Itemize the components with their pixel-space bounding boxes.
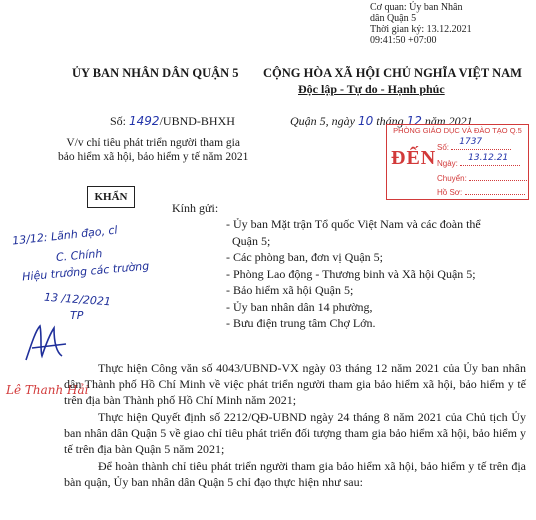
received-stamp bbox=[386, 124, 529, 200]
recipient-item: - Bảo hiểm xã hội Quận 5; bbox=[226, 283, 354, 297]
document-number bbox=[110, 114, 235, 129]
stamp-hoso-label: Hồ Sơ: bbox=[437, 188, 463, 197]
stamp-so-label: Số: bbox=[437, 143, 450, 152]
signature-time: Thời gian ký: 13.12.2021 bbox=[370, 24, 472, 35]
national-motto: Độc lập - Tự do - Hạnh phúc bbox=[298, 82, 445, 96]
body-paragraph: Thực hiện Công văn số 4043/UBND-VX ngày 03 tháng 12 năm 2021 của Ủy ban nhân dân Thành phố Hồ Chí Minh về việc phát triển người tham gia bảo hiểm xã hội, bảo hiểm y tế trên địa bàn Thành phố Hồ Chí Minh năm 2021; bbox=[64, 361, 526, 407]
note-line-5: TP bbox=[70, 309, 84, 322]
recipient-item: - Phòng Lao động - Thương binh và Xã hội Quận 5; bbox=[226, 266, 476, 281]
doc-number-prefix: Số: bbox=[110, 114, 127, 128]
recipient-item: Quận 5; bbox=[232, 233, 271, 248]
note-line-1: 13/12: Lãnh đạo, cl bbox=[11, 223, 119, 248]
kinh-gui-label: Kính gửi: bbox=[172, 201, 219, 215]
document-body bbox=[64, 360, 526, 491]
stamp-den: ĐẾN bbox=[391, 147, 437, 169]
stamp-header: PHÒNG GIÁO DỤC VÀ ĐÀO TẠO Q.5 bbox=[393, 126, 522, 135]
subject-line-1: V/v chỉ tiêu phát triển người tham gia bbox=[66, 137, 240, 149]
note-line-2: C. Chính bbox=[55, 247, 103, 264]
date-day: 10 bbox=[358, 114, 374, 128]
red-signature: Lê Thanh Hải bbox=[6, 383, 89, 397]
stamp-hoso-row bbox=[437, 186, 525, 197]
doc-number-suffix: /UBND-BHXH bbox=[159, 114, 235, 128]
digital-signature-block bbox=[370, 2, 472, 46]
national-title: CỘNG HÒA XÃ HỘI CHỦ NGHĨA VIỆT NAM bbox=[263, 66, 522, 80]
recipient-item: - Bưu điện trung tâm Chợ Lớn. bbox=[226, 316, 376, 330]
date-year: năm 2021 bbox=[424, 114, 473, 128]
date-month: 12 bbox=[406, 114, 422, 128]
stamp-ngay-row bbox=[437, 153, 520, 168]
handwritten-initials bbox=[22, 322, 70, 366]
recipient-item: - Các phòng ban, đơn vị Quận 5; bbox=[226, 250, 383, 264]
place-prefix: Quận 5, ngày bbox=[290, 114, 355, 128]
recipient-item: - Ủy ban Mặt trận Tổ quốc Việt Nam và các đoàn thể bbox=[226, 217, 481, 231]
signature-agency-cont: dân Quận 5 bbox=[370, 13, 417, 24]
note-line-4: 13 /12/2021 bbox=[43, 290, 112, 309]
stamp-ngay-value: 13.12.21 bbox=[468, 153, 509, 163]
doc-number-handwritten: 1492 bbox=[129, 114, 160, 128]
urgency-box: KHẨN bbox=[87, 186, 135, 208]
stamp-so-row bbox=[437, 137, 511, 152]
body-paragraph: Để hoàn thành chỉ tiêu phát triển người tham gia bảo hiểm xã hội, bảo hiểm y tế trên địa bàn quận, Ủy ban nhân dân Quận 5 chỉ đạo thực hiện như sau: bbox=[64, 459, 526, 489]
stamp-chuyen-label: Chuyển: bbox=[437, 174, 467, 183]
subject-line-2: bảo hiểm xã hội, bảo hiểm y tế năm 2021 bbox=[58, 151, 249, 163]
note-line-3: Hiệu trưởng các trường bbox=[21, 259, 150, 284]
recipient-list bbox=[226, 216, 481, 332]
signature-clock: 09:41:50 +07:00 bbox=[370, 35, 437, 46]
recipient-item: - Ủy ban nhân dân 14 phường, bbox=[226, 299, 373, 314]
stamp-chuyen-row bbox=[437, 172, 529, 183]
body-paragraph: Thực hiện Quyết định số 2212/QĐ-UBND ngày 24 tháng 8 năm 2021 của Chủ tịch Ủy ban nhân dân Quận 5 về giao chỉ tiêu phát triển đối tượng tham gia bảo hiểm xã hội, bảo hiểm y tế trên địa bàn Quận 5 năm 2021; bbox=[64, 410, 526, 456]
subject-line bbox=[58, 136, 248, 164]
signature-agency: Cơ quan: Ủy ban Nhân bbox=[370, 2, 463, 13]
stamp-ngay-label: Ngày: bbox=[437, 159, 458, 168]
issuing-agency: ỦY BAN NHÂN DÂN QUẬN 5 bbox=[72, 66, 239, 80]
date-month-label: tháng bbox=[376, 114, 404, 128]
stamp-so-value: 1737 bbox=[459, 137, 483, 147]
